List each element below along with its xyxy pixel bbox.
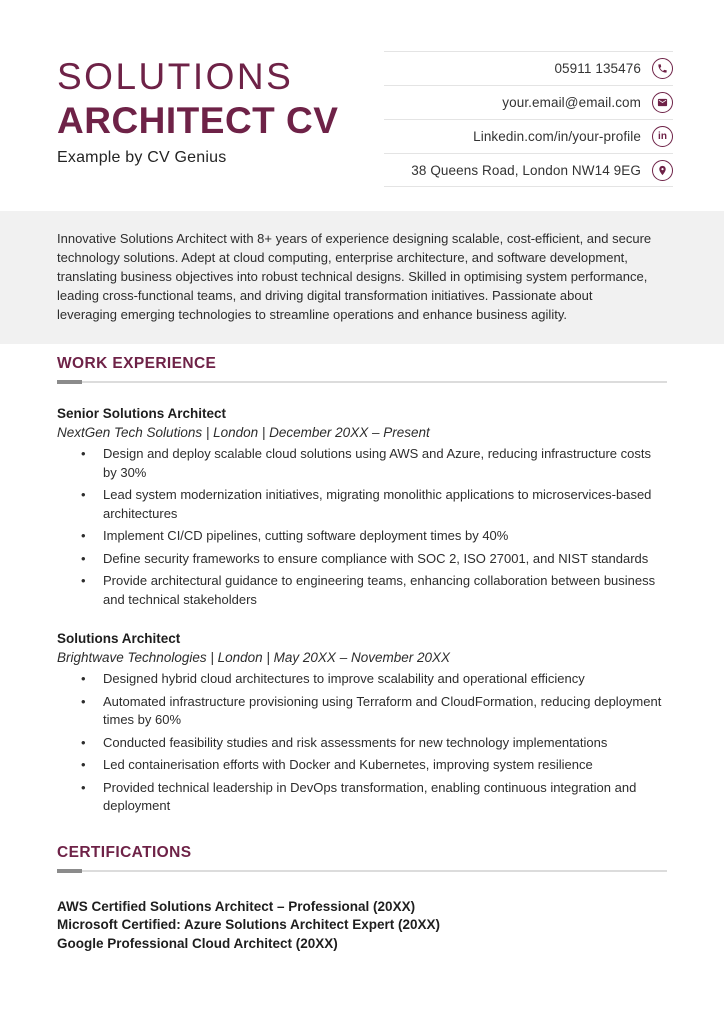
certification-item: Microsoft Certified: Azure Solutions Architect Expert (20XX) (57, 917, 441, 932)
cv-header (0, 0, 724, 187)
page-title (57, 55, 384, 143)
job-bullet: • Automated infrastructure provisioning using Terraform and CloudFormation, reducing deployment times by 60% (57, 693, 667, 730)
divider-line (57, 381, 667, 383)
certification-item: Google Professional Cloud Architect (20XX) (57, 935, 338, 951)
divider-tick (57, 380, 82, 384)
job-bullet: • Define security frameworks to ensure compliance with SOC 2, ISO 27001, and NIST standards (57, 550, 667, 569)
contact-list (384, 51, 673, 187)
title-subtitle: Example by CV Genius (57, 149, 227, 166)
postal-address: 38 Queens Road, London NW14 9EG (411, 162, 641, 178)
job-entry-solutions-architect (57, 630, 667, 816)
work-experience-heading: WORK EXPERIENCE (57, 355, 217, 372)
job-bullet: • Designed hybrid cloud architectures to improve scalability and operational efficiency (57, 670, 667, 689)
contact-row-linkedin (384, 119, 673, 153)
email-address: your.email@email.com (502, 95, 641, 110)
job-meta: NextGen Tech Solutions | London | December 20XX – Present (57, 425, 430, 440)
certifications-heading: CERTIFICATIONS (57, 843, 192, 861)
job-title: Solutions Architect (57, 631, 181, 646)
summary-section (0, 211, 724, 344)
job-bullet-list (57, 670, 667, 816)
certification-item: AWS Certified Solutions Architect – Professional (20XX) (57, 898, 416, 914)
job-bullet: • Conducted feasibility studies and risk assessments for new technology implementations (57, 734, 667, 753)
email-icon (652, 92, 673, 113)
job-bullet-list (57, 445, 667, 609)
job-bullet: • Implement CI/CD pipelines, cutting software deployment times by 40% (57, 527, 667, 546)
job-meta: Brightwave Technologies | London | May 20XX – November 20XX (57, 650, 450, 665)
linkedin-url: Linkedin.com/in/your-profile (473, 129, 641, 144)
job-entry-senior-solutions-architect (57, 405, 667, 609)
certification-list (57, 898, 667, 954)
location-icon (652, 160, 673, 181)
linkedin-icon: in (652, 126, 673, 147)
job-bullet: • Design and deploy scalable cloud solutions using AWS and Azure, reducing infrastructure costs by 30% (57, 445, 667, 482)
job-bullet: • Led containerisation efforts with Docker and Kubernetes, improving system resilience (57, 756, 667, 775)
section-divider (57, 869, 667, 873)
divider-line (57, 870, 667, 872)
certifications-section (0, 844, 724, 954)
job-title: Senior Solutions Architect (57, 406, 227, 421)
summary-text: Innovative Solutions Architect with 8+ years of experience designing scalable, cost-efficient, and secure technology solutions. Adept at cloud computing, enterprise architecture, and software development, translating business objectives into robust technical designs. Skilled in optimising system performance, leading cross-functional teams, and driving digital transformation initiatives. Passionate about leveraging emerging technologies to streamline operations and enhance business agility. (57, 231, 652, 322)
job-bullet: • Provided technical leadership in DevOps transformation, enabling continuous integration and deployment (57, 779, 667, 816)
phone-icon (652, 58, 673, 79)
contact-row-phone (384, 51, 673, 85)
section-divider (57, 380, 667, 384)
contact-row-email (384, 85, 673, 119)
title-block (57, 51, 384, 167)
phone-number: 05911 135476 (554, 61, 641, 76)
work-experience-section (0, 355, 724, 816)
job-bullet: • Lead system modernization initiatives, migrating monolithic applications to microservices-based architectures (57, 486, 667, 523)
job-bullet: • Provide architectural guidance to engineering teams, enhancing collaboration between business and technical stakeholders (57, 572, 667, 609)
title-line-2: ARCHITECT CV (57, 100, 339, 141)
divider-tick (57, 869, 82, 873)
title-line-1: SOLUTIONS (57, 56, 294, 97)
contact-row-address (384, 153, 673, 187)
